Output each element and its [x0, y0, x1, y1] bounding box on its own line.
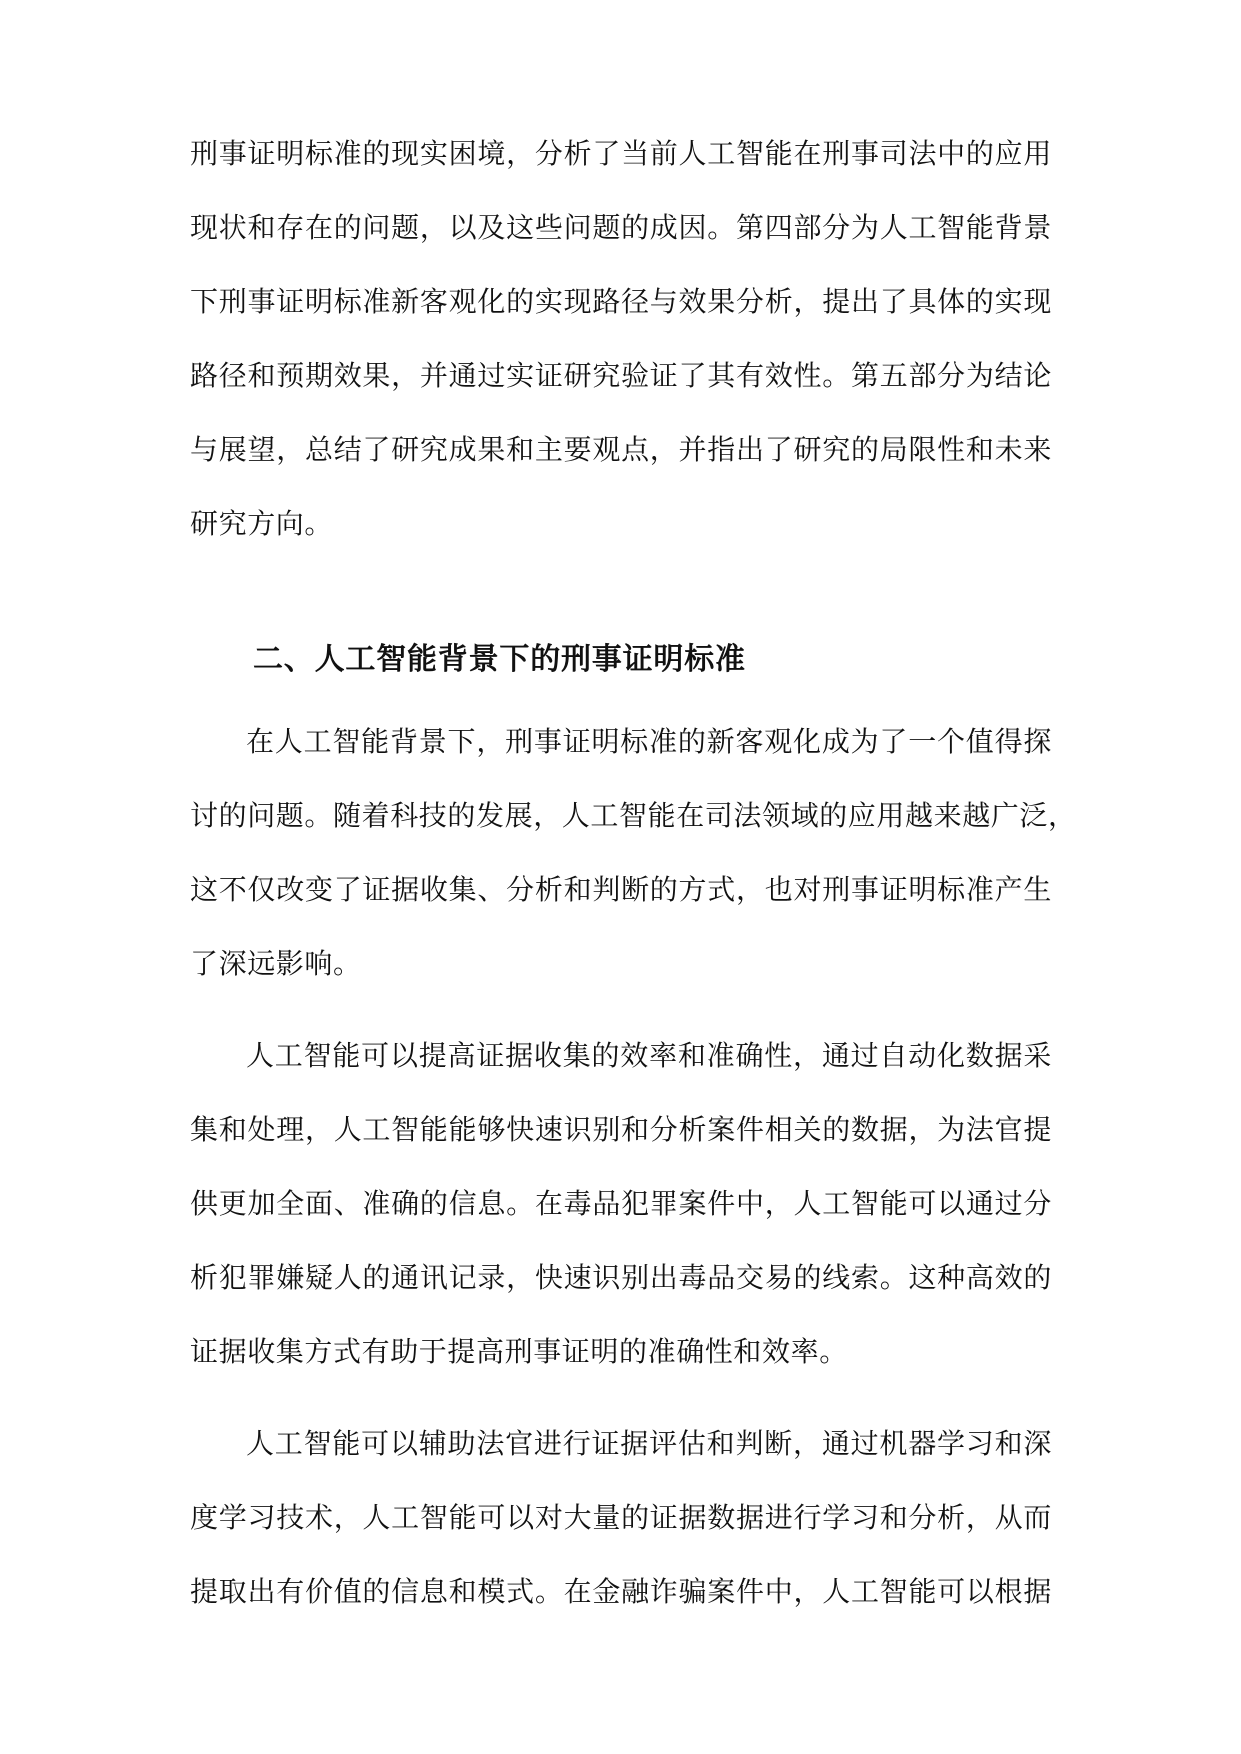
- paragraph1-line-4: 了深远影响。: [190, 947, 362, 980]
- intro-line-3: 下刑事证明标准新客观化的实现路径与效果分析，提出了具体的实现: [190, 285, 1052, 318]
- intro-line-1: 刑事证明标准的现实困境，分析了当前人工智能在刑事司法中的应用: [190, 137, 1052, 170]
- paragraph2-line-5: 证据收集方式有助于提高刑事证明的准确性和效率。: [190, 1335, 848, 1368]
- intro-line-2: 现状和存在的问题，以及这些问题的成因。第四部分为人工智能背景: [190, 211, 1052, 244]
- paragraph1-line-3: 这不仅改变了证据收集、分析和判断的方式，也对刑事证明标准产生: [190, 873, 1052, 906]
- paragraph2-line-3: 供更加全面、准确的信息。在毒品犯罪案件中，人工智能可以通过分: [190, 1187, 1052, 1220]
- paragraph2-line-4: 析犯罪嫌疑人的通讯记录，快速识别出毒品交易的线索。这种高效的: [190, 1261, 1052, 1294]
- paragraph2-line-2: 集和处理，人工智能能够快速识别和分析案件相关的数据，为法官提: [190, 1113, 1052, 1146]
- section-heading: 二、人工智能背景下的刑事证明标准: [253, 642, 746, 677]
- intro-line-4: 路径和预期效果，并通过实证研究验证了其有效性。第五部分为结论: [190, 359, 1052, 392]
- paragraph3-line-2: 度学习技术，人工智能可以对大量的证据数据进行学习和分析，从而: [190, 1501, 1052, 1534]
- intro-line-5: 与展望，总结了研究成果和主要观点，并指出了研究的局限性和未来: [190, 433, 1052, 466]
- intro-line-6: 研究方向。: [190, 507, 334, 540]
- paragraph2-line-1: 人工智能可以提高证据收集的效率和准确性，通过自动化数据采: [246, 1039, 1052, 1072]
- paragraph1-line-1: 在人工智能背景下，刑事证明标准的新客观化成为了一个值得探: [246, 725, 1052, 758]
- paragraph3-line-3: 提取出有价值的信息和模式。在金融诈骗案件中，人工智能可以根据: [190, 1575, 1052, 1608]
- paragraph1-line-2: 讨的问题。随着科技的发展，人工智能在司法领域的应用越来越广泛，: [190, 799, 1077, 832]
- paragraph3-line-1: 人工智能可以辅助法官进行证据评估和判断，通过机器学习和深: [246, 1427, 1052, 1460]
